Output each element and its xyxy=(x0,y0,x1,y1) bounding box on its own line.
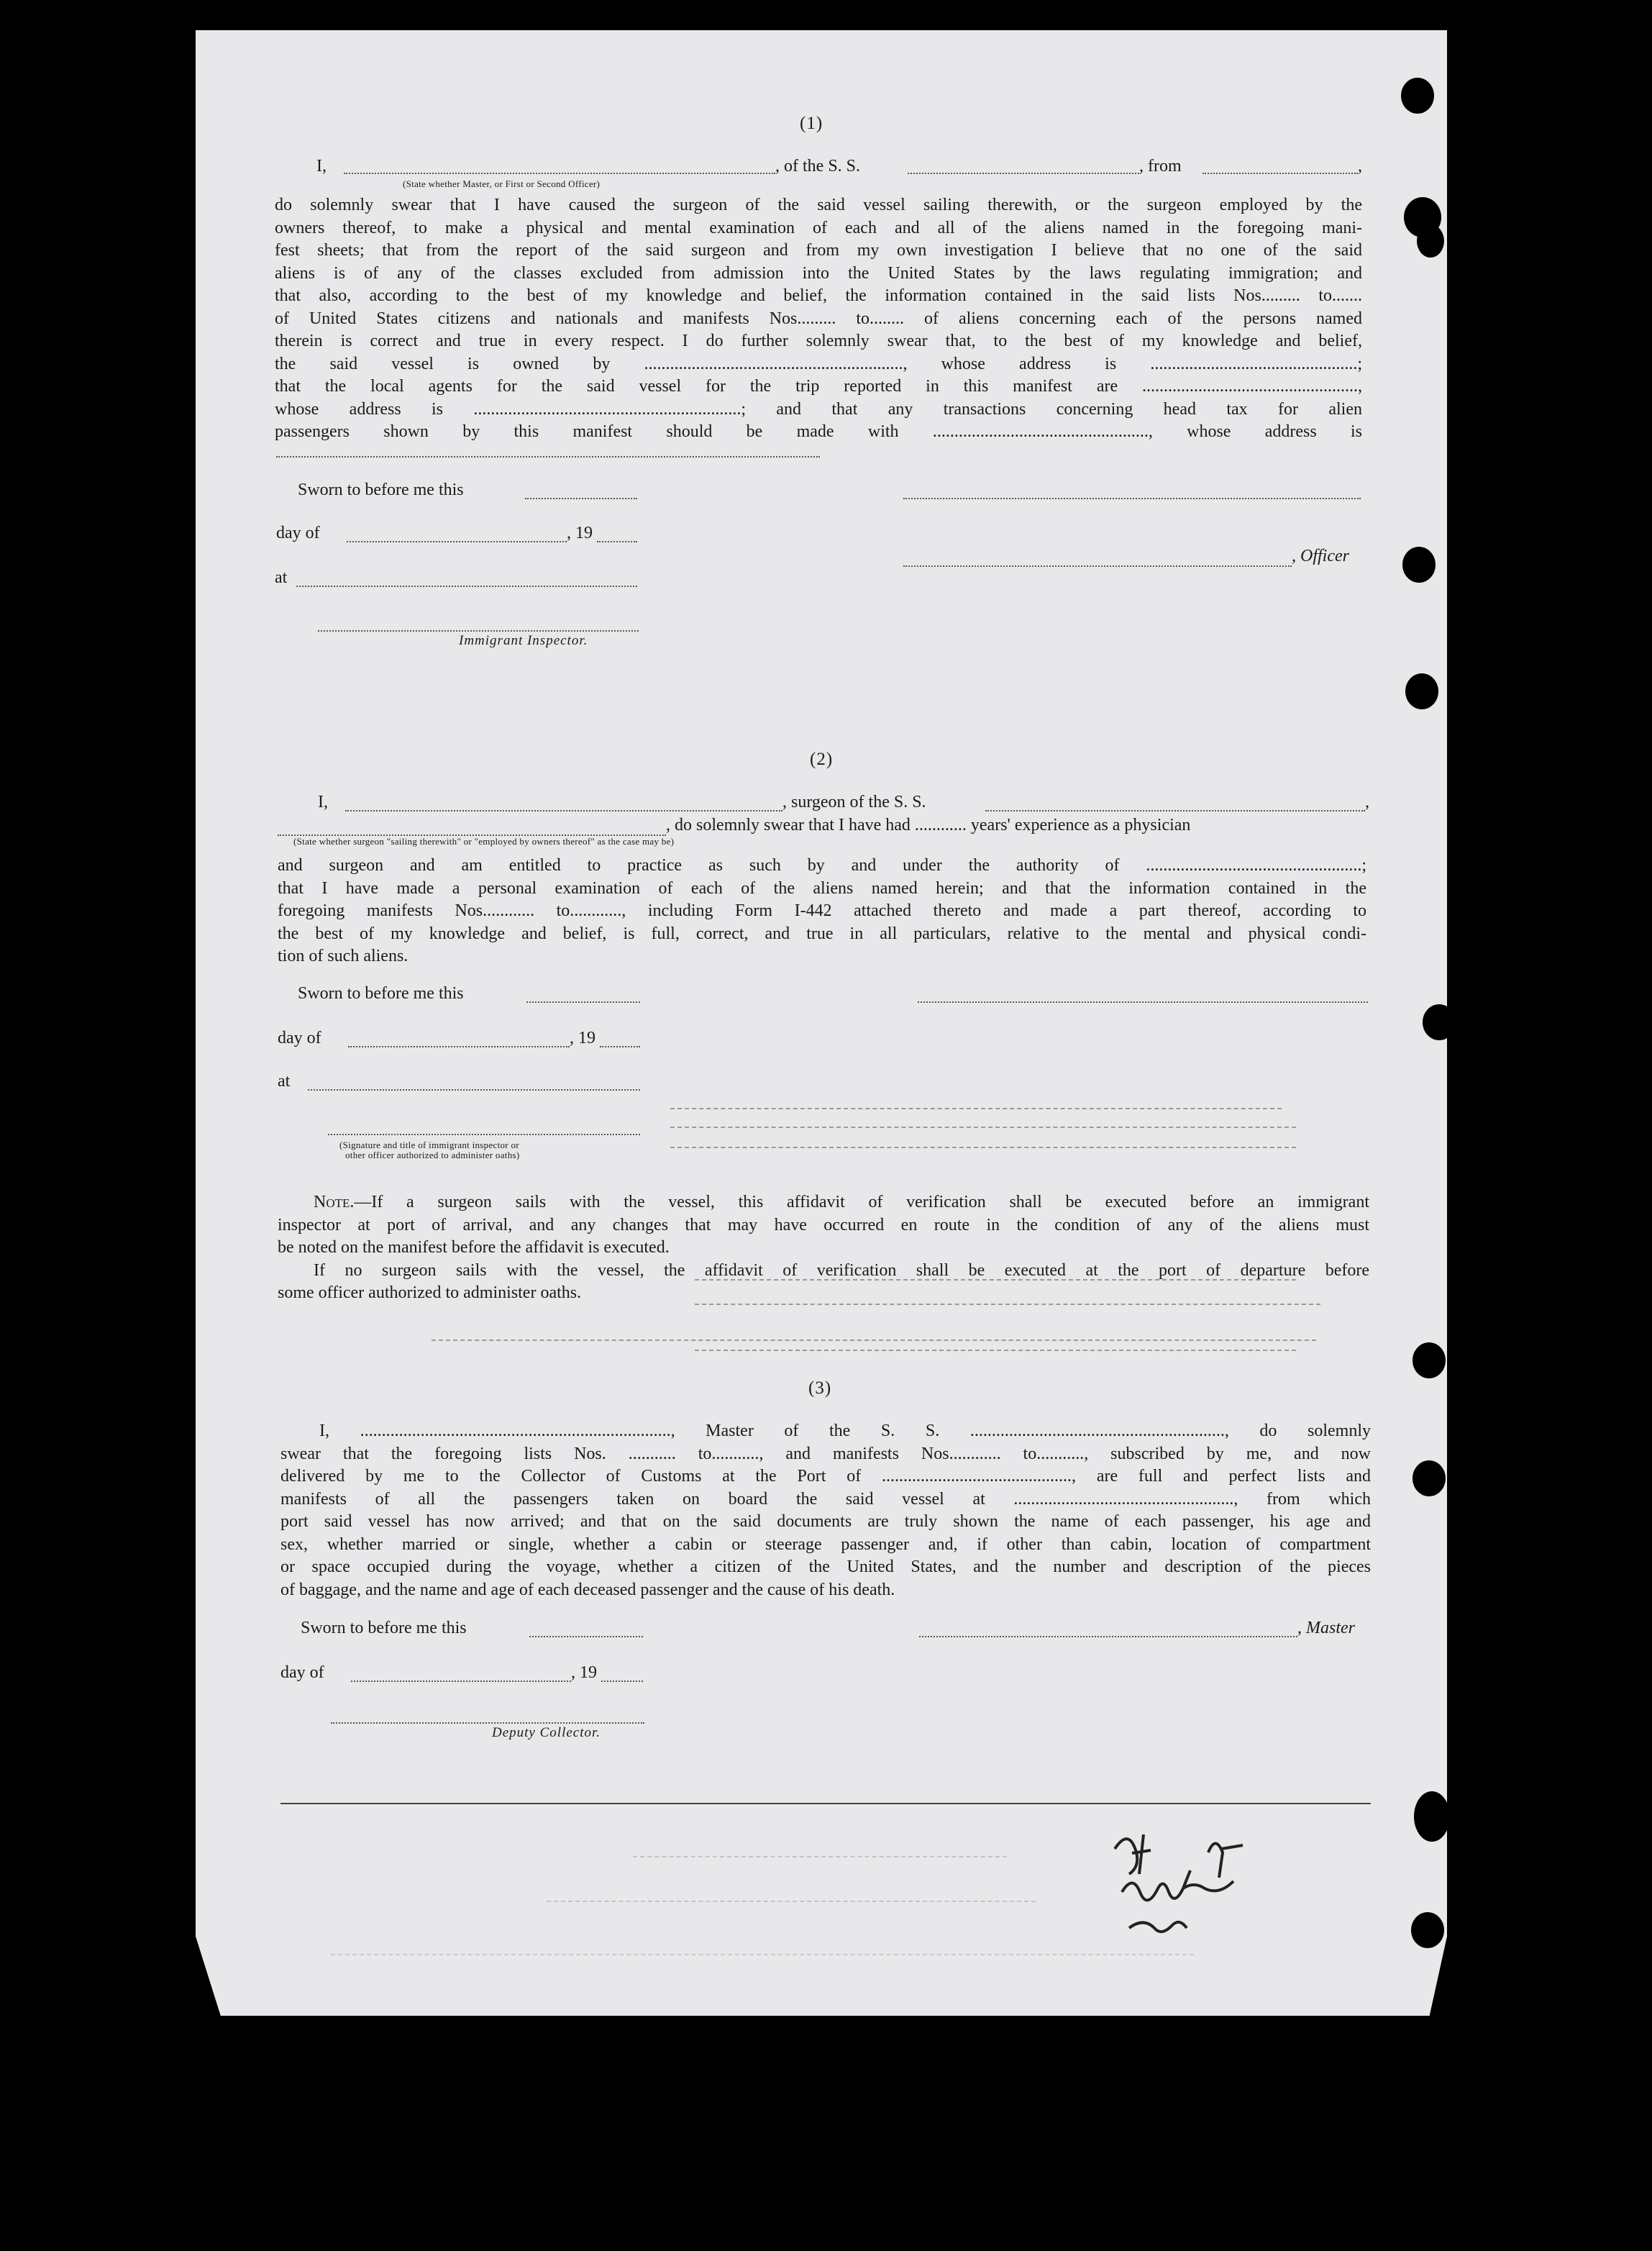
s2-day-of-label: day of xyxy=(278,1029,321,1047)
s1-address-continuation-field[interactable] xyxy=(276,456,820,458)
s1-line: the said vessel is owned by ............................................................, whose address is ................................................; xyxy=(275,354,1362,373)
s2-year-label: , 19 xyxy=(570,1029,595,1047)
s3-day-of-label: day of xyxy=(280,1663,324,1682)
s3-day-month-field[interactable] xyxy=(351,1681,571,1682)
note-line: inspector at port of arrival, and any changes that may have occurred en route in the condition of any of the aliens must xyxy=(278,1215,1369,1234)
s1-line: whose address is ..............................................................; and that any transactions concerning head tax for alien xyxy=(275,399,1362,419)
s3-line: port said vessel has now arrived; and that on the said documents are truly shown the name of each passenger, his age and xyxy=(280,1512,1371,1531)
faint-bleed-line xyxy=(670,1108,1282,1109)
s1-line: of United States citizens and nationals and manifests Nos......... to........ of aliens concerning each of the persons named xyxy=(275,309,1362,328)
section-2-heading: (2) xyxy=(810,750,834,769)
s2-sworn-label: Sworn to before me this xyxy=(298,984,464,1003)
faint-bleed-line xyxy=(695,1304,1320,1305)
s1-comma: , xyxy=(1358,157,1362,176)
s2-at-place-field[interactable] xyxy=(308,1089,640,1091)
punch-hole xyxy=(1405,673,1438,709)
note-line xyxy=(278,1191,1369,1214)
s3-year-label: , 19 xyxy=(571,1663,597,1682)
s1-line: that also, according to the best of my knowledge and belief, the information contained in the said lists Nos......... to....... xyxy=(275,286,1362,305)
s3-line: swear that the foregoing lists Nos. ........... to..........., and manifests Nos............ to..........., subscribed by me, and now xyxy=(280,1444,1371,1463)
s2-surgeon-note: (State whether surgeon "sailing therewith" or "employed by owners thereof" as the case may be) xyxy=(293,836,675,847)
s1-year-label: , 19 xyxy=(567,524,593,542)
s1-at-place-field[interactable] xyxy=(296,586,637,587)
punch-hole xyxy=(1414,1791,1450,1842)
s2-line: and surgeon and am entitled to practice as such by and under the authority of ..................................................; xyxy=(278,856,1366,875)
s2-line: tion of such aliens. xyxy=(278,947,409,965)
s3-year-field[interactable] xyxy=(601,1681,643,1682)
s3-sworn-label: Sworn to before me this xyxy=(301,1619,467,1637)
faint-bleed-line xyxy=(331,1954,1194,1955)
section-1-heading: (1) xyxy=(800,114,823,133)
s1-I-label: I, xyxy=(316,157,327,176)
s1-line: do solemnly swear that I have caused the surgeon of the said vessel sailing therewith, or the surgeon employed by the xyxy=(275,196,1362,214)
note-line: If no surgeon sails with the vessel, the affidavit of verification shall be executed at the port of departure before xyxy=(314,1260,1369,1280)
s1-year-field[interactable] xyxy=(597,541,637,542)
punch-hole xyxy=(1413,1342,1446,1378)
s1-of-the-ss-label: , of the S. S. xyxy=(775,157,861,176)
s2-line: the best of my knowledge and belief, is full, correct, and true in all particulars, relative to the mental and physical condi- xyxy=(278,924,1366,943)
note-label: Note. xyxy=(314,1193,355,1211)
punch-hole xyxy=(1411,1912,1444,1948)
s2-ship-name-field[interactable] xyxy=(985,810,1365,811)
s2-inspector-signature-field[interactable] xyxy=(328,1134,640,1135)
s1-officer-name-field[interactable] xyxy=(344,173,775,174)
s3-line: manifests of all the passengers taken on board the said vessel at ..................................................., from which xyxy=(280,1489,1371,1509)
s1-line: that the local agents for the said vessel for the trip reported in this manifest are .................................................., xyxy=(275,377,1362,396)
s3-line: of baggage, and the name and age of each deceased passenger and the cause of his death. xyxy=(280,1580,895,1599)
punch-hole xyxy=(1417,224,1444,258)
s2-line: that I have made a personal examination of each of the aliens named herein; and that the information contained in the xyxy=(278,878,1366,898)
s3-sworn-date-field[interactable] xyxy=(529,1636,643,1637)
s2-year-field[interactable] xyxy=(600,1046,640,1047)
s1-officer-title-field[interactable] xyxy=(903,565,1292,567)
s2-comma: , xyxy=(1365,793,1369,811)
punch-hole xyxy=(1423,1004,1456,1040)
faint-bleed-line xyxy=(695,1279,1296,1281)
s2-I-label: I, xyxy=(318,793,328,811)
s1-inspector-label: Immigrant Inspector. xyxy=(459,633,588,648)
section-3-affidavit xyxy=(280,1420,1371,1601)
s3-line: delivered by me to the Collector of Customs at the Port of ............................................, are full and perfect lists and xyxy=(280,1467,1371,1486)
s3-master-signature-field[interactable] xyxy=(919,1636,1297,1637)
s3-deputy-signature-field[interactable] xyxy=(331,1722,644,1724)
faint-bleed-line xyxy=(432,1340,1316,1341)
s2-signature-field[interactable] xyxy=(918,1001,1368,1003)
punch-hole xyxy=(1401,78,1434,114)
punch-hole xyxy=(1413,1460,1446,1496)
faint-bleed-line xyxy=(633,1856,1007,1857)
note-text: —If a surgeon sails with the vessel, this affidavit of verification shall be executed before an immigrant xyxy=(354,1193,1369,1211)
bottom-rule xyxy=(280,1803,1371,1804)
faint-bleed-line xyxy=(670,1147,1296,1148)
s1-inspector-signature-field[interactable] xyxy=(318,630,639,632)
s1-from-label: , from xyxy=(1139,157,1182,176)
s2-sworn-date-field[interactable] xyxy=(526,1001,640,1003)
s2-signature-note-1: (Signature and title of immigrant inspector or xyxy=(339,1140,519,1150)
s1-at-label: at xyxy=(275,568,288,587)
section-1-affidavit xyxy=(275,194,1362,444)
s1-master-note: (State whether Master, or First or Second Officer) xyxy=(403,178,601,189)
s1-line: therein is correct and true in every respect. I do further solemnly swear that, to the best of my knowledge and belief, xyxy=(275,332,1362,350)
s1-sworn-label: Sworn to before me this xyxy=(298,481,464,499)
s1-day-of-label: day of xyxy=(276,524,320,542)
s1-ship-name-field[interactable] xyxy=(908,173,1139,174)
faint-bleed-line xyxy=(670,1127,1296,1128)
s1-line: owners thereof, to make a physical and mental examination of each and all of the aliens named in the foregoing mani- xyxy=(275,218,1362,237)
s2-surgeon-name-field[interactable] xyxy=(345,810,782,811)
s1-officer-label: , Officer xyxy=(1292,547,1349,565)
s1-line: aliens is of any of the classes excluded from admission into the United States by the laws regulating immigration; and xyxy=(275,263,1362,283)
s2-line: foregoing manifests Nos............ to............, including Form I-442 attached thereto and made a part thereof, according to xyxy=(278,901,1366,920)
section-3-heading: (3) xyxy=(808,1378,832,1398)
s2-signature-note-2: other officer authorized to administer oaths) xyxy=(345,1150,520,1160)
faint-bleed-line xyxy=(695,1350,1296,1351)
note-line: some officer authorized to administer oaths. xyxy=(278,1283,582,1302)
punch-hole xyxy=(1402,547,1436,583)
s3-line: sex, whether married or single, whether a cabin or steerage passenger and, if other than cabin, location of compartment xyxy=(280,1534,1371,1554)
s1-signature-field[interactable] xyxy=(903,498,1361,499)
note-paragraph xyxy=(278,1191,1369,1305)
s3-deputy-label: Deputy Collector. xyxy=(492,1725,601,1740)
s3-line: I, ........................................................................, Master of the S. S. ..........................................................., do solemnly xyxy=(319,1422,1371,1440)
handwritten-annotation xyxy=(1100,1820,1266,1957)
s1-line: fest sheets; that from the report of the said surgeon and from my own investigation I believe that no one of the said xyxy=(275,241,1362,260)
section-2-affidavit xyxy=(278,855,1366,968)
s1-sworn-date-field[interactable] xyxy=(525,498,637,499)
s2-day-month-field[interactable] xyxy=(348,1046,570,1047)
faint-bleed-line xyxy=(547,1901,1036,1902)
s2-at-label: at xyxy=(278,1072,291,1091)
s2-swear-line: , do solemnly swear that I have had ............ years' experience as a physician xyxy=(666,816,1191,835)
s3-master-label: , Master xyxy=(1297,1619,1355,1637)
s2-surgeon-of-label: , surgeon of the S. S. xyxy=(782,793,926,811)
s3-line: or space occupied during the voyage, whether a citizen of the United States, and the number and description of the pieces xyxy=(280,1557,1371,1576)
s1-from-port-field[interactable] xyxy=(1203,173,1358,174)
note-line: be noted on the manifest before the affidavit is executed. xyxy=(278,1238,670,1257)
s1-day-month-field[interactable] xyxy=(347,541,567,542)
s1-line: passengers shown by this manifest should be made with .................................................., whose address is xyxy=(275,422,1362,441)
